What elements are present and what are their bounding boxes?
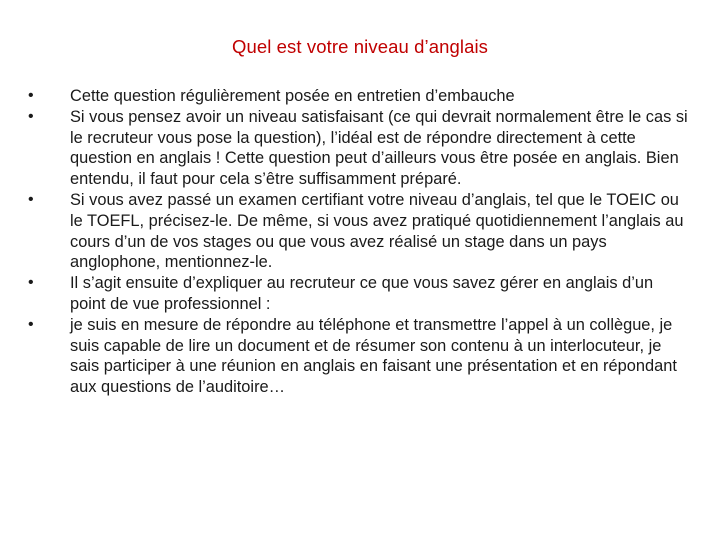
bullet-text: Si vous avez passé un examen certifiant votre niveau d’anglais, tel que le TOEIC ou le TOEFL, précisez-le. De même, si vous avez pratiqué quotidiennement l’anglais au cours d’un de vos stages ou que vous avez réalisé un stage dans un pays anglophone, mentionnez-le. xyxy=(70,190,684,272)
bullet-item xyxy=(28,190,688,273)
bullet-text: Si vous pensez avoir un niveau satisfaisant (ce qui devrait normalement être le cas si le recruteur vous pose la question), l’idéal est de répondre directement à cette question en anglais ! Cette question peut d’ailleurs vous être posée en anglais. Bien entendu, il faut pour cela s’être suffisamment préparé. xyxy=(70,107,688,189)
bullet-list xyxy=(28,86,688,398)
bullet-icon: • xyxy=(28,274,34,292)
bullet-icon: • xyxy=(28,107,34,125)
bullet-text: Cette question régulièrement posée en entretien d’embauche xyxy=(70,87,515,105)
bullet-icon: • xyxy=(28,190,34,208)
bullet-item xyxy=(28,315,688,398)
bullet-icon: • xyxy=(28,87,34,104)
bullet-item xyxy=(28,86,688,107)
bullet-text: Il s’agit ensuite d’expliquer au recruteur ce que vous savez gérer en anglais d’un point de vue professionnel : xyxy=(70,274,654,313)
bullet-item xyxy=(28,273,688,315)
bullet-icon: • xyxy=(28,315,34,333)
bullet-item xyxy=(28,107,688,190)
slide-title: Quel est votre niveau d’anglais xyxy=(231,36,489,57)
bullet-text: je suis en mesure de répondre au téléphone et transmettre l’appel à un collègue, je suis capable de lire un document et de résumer son contenu à un interlocuteur, je sais participer à une réunion en anglais en faisant une présentation et en répondant aux questions de l’auditoire… xyxy=(70,315,677,397)
